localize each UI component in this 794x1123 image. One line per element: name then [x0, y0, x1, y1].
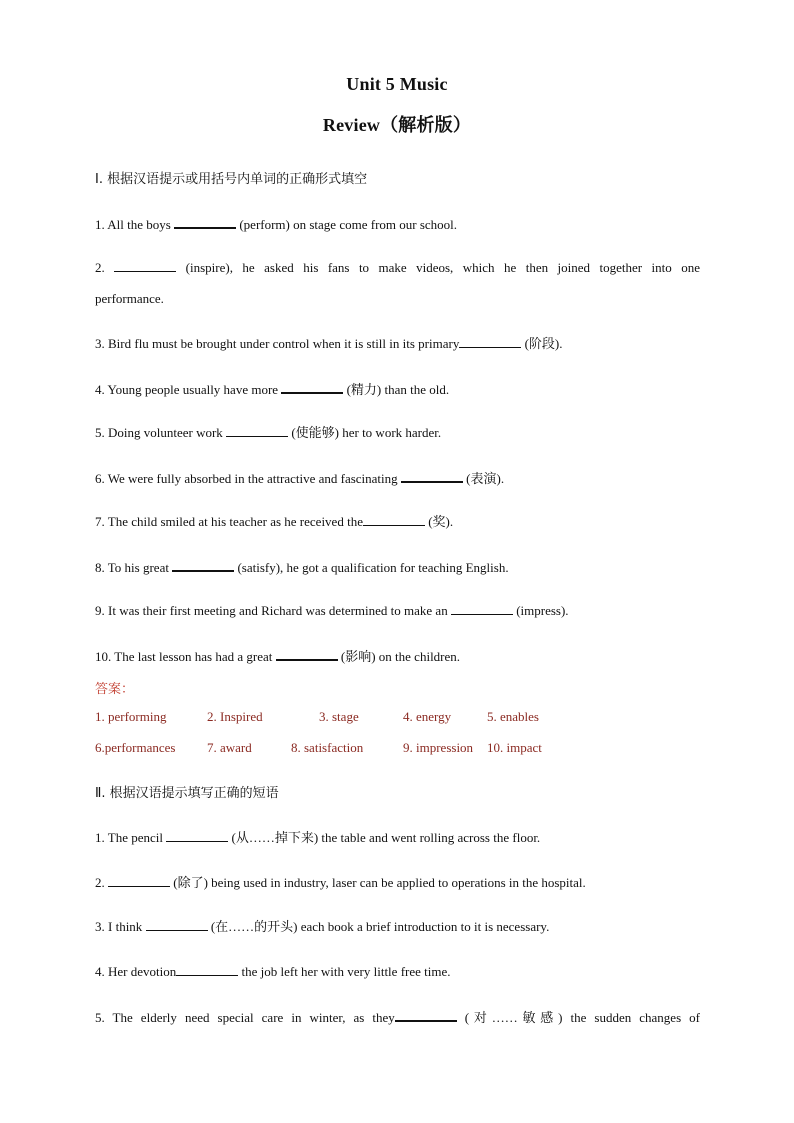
- section-2-heading: Ⅱ. 根据汉语提示填写正确的短语: [95, 786, 279, 801]
- question-text: (satisfy), he got a qualification for teaching English.: [234, 560, 509, 575]
- question-2-continuation: performance.: [95, 291, 164, 306]
- question-4: [95, 380, 700, 399]
- answer-blank[interactable]: [166, 829, 228, 842]
- question-7: [95, 513, 700, 531]
- question-text: 3. I think: [95, 919, 146, 934]
- question-text: (表演).: [462, 471, 505, 486]
- question-text: (从……掉下来) the table and went rolling across the floor.: [228, 830, 541, 845]
- phrase-question-3: [95, 918, 700, 936]
- question-text: 4. Her devotion: [95, 964, 177, 979]
- section-1-heading: Ⅰ. 根据汉语提示或用括号内单词的正确形式填空: [95, 172, 368, 187]
- answer-blank[interactable]: [363, 513, 425, 526]
- answers-label: 答案：: [95, 682, 135, 697]
- phrase-question-2: [95, 874, 700, 892]
- question-text: 7. The child smiled at his teacher as he received the: [95, 514, 363, 529]
- question-text: (perform) on stage come from our school.: [236, 217, 458, 232]
- question-text: 8. To his great: [95, 560, 173, 575]
- question-5: [95, 424, 700, 442]
- phrase-question-1: [95, 829, 700, 847]
- question-3: [95, 335, 700, 353]
- answer-item: 1. performing: [95, 709, 167, 724]
- question-1: [95, 215, 700, 234]
- answer-item: 5. enables: [487, 709, 539, 724]
- answer-blank[interactable]: [281, 380, 343, 394]
- question-text: 9. It was their first meeting and Richard was determined to make an: [95, 603, 451, 618]
- question-text: 5. The elderly need special care in winter, as they: [95, 1010, 395, 1025]
- question-text: 6. We were fully absorbed in the attractive and fascinating: [95, 471, 401, 486]
- question-text: 1. The pencil: [95, 830, 167, 845]
- question-text: the job left her with very little free time.: [238, 964, 451, 979]
- answer-item: 7. award: [207, 740, 252, 755]
- answer-blank[interactable]: [146, 918, 208, 931]
- question-text: 2.: [95, 260, 115, 275]
- answer-item: 8. satisfaction: [291, 740, 364, 755]
- question-text: 3. Bird flu must be brought under control when it is still in its primary: [95, 336, 460, 351]
- phrase-question-5: [95, 1008, 700, 1027]
- question-text: (对……敏感) the sudden changes of: [456, 1010, 700, 1025]
- question-9: [95, 602, 700, 620]
- answer-blank[interactable]: [401, 469, 463, 483]
- question-10: [95, 647, 700, 666]
- question-text: 1. All the boys: [95, 217, 175, 232]
- answer-blank[interactable]: [108, 874, 170, 887]
- answer-blank[interactable]: [172, 558, 234, 572]
- question-text: 2.: [95, 875, 108, 890]
- question-text: 4. Young people usually have more: [95, 382, 282, 397]
- answer-blank[interactable]: [114, 259, 176, 272]
- question-text: (阶段).: [521, 336, 563, 351]
- document-subtitle: Review（解析版）: [322, 115, 472, 135]
- answer-blank[interactable]: [276, 647, 338, 661]
- question-text: (使能够) her to work harder.: [288, 425, 442, 440]
- answer-item: 10. impact: [487, 740, 542, 755]
- answer-blank[interactable]: [176, 963, 238, 976]
- answer-item: 6.performances: [95, 740, 176, 755]
- question-text: 10. The last lesson has had a great: [95, 649, 276, 664]
- answer-item: 4. energy: [403, 709, 452, 724]
- answer-item: 9. impression: [403, 740, 474, 755]
- phrase-question-4: [95, 963, 700, 981]
- question-text: (奖).: [424, 514, 454, 529]
- answer-blank[interactable]: [459, 335, 521, 348]
- question-text: (除了) being used in industry, laser can be applied to operations in the hospital.: [170, 875, 586, 890]
- question-text: (inspire), he asked his fans to make videos, which he then joined together into one: [176, 260, 701, 275]
- question-text: (impress).: [512, 603, 569, 618]
- question-text: (在……的开头) each book a brief introduction to it is necessary.: [207, 919, 550, 934]
- answer-item: 3. stage: [319, 709, 359, 724]
- question-2: [95, 259, 700, 277]
- question-text: (影响) on the children.: [337, 649, 461, 664]
- answer-blank[interactable]: [395, 1008, 457, 1022]
- answer-blank[interactable]: [226, 424, 288, 437]
- question-text: 5. Doing volunteer work: [95, 425, 227, 440]
- answer-item: 2. Inspired: [207, 709, 263, 724]
- question-8: [95, 558, 700, 577]
- document-title: Unit 5 Music: [346, 74, 448, 94]
- answer-blank[interactable]: [451, 602, 513, 615]
- answer-blank[interactable]: [174, 215, 236, 229]
- question-text: (精力) than the old.: [343, 382, 450, 397]
- question-6: [95, 469, 700, 488]
